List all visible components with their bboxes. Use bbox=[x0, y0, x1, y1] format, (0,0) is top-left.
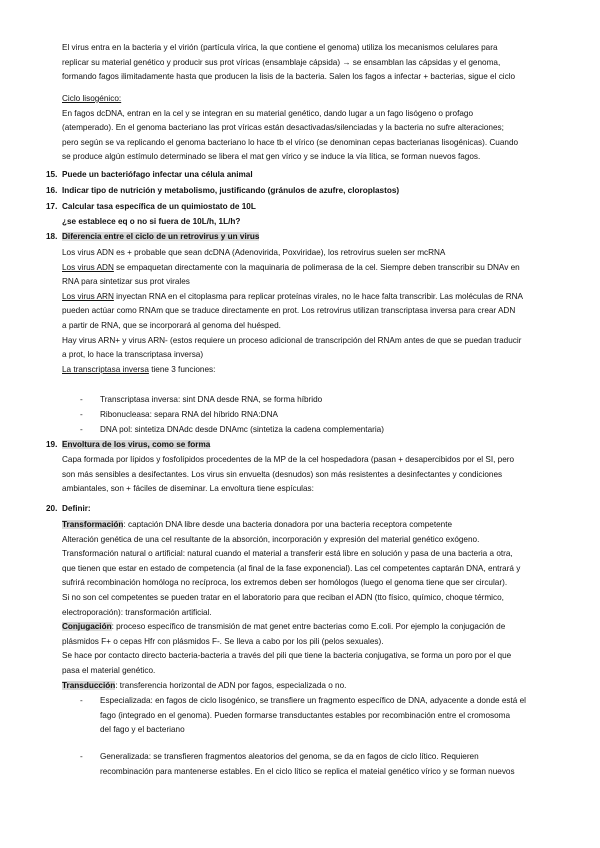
question-19 bbox=[46, 438, 578, 453]
text-line: RNA para sintetizar sus prot virales bbox=[62, 277, 190, 287]
question-18 bbox=[46, 230, 578, 245]
text-line: Hay virus ARN+ y virus ARN- (estos requiere un proceso adicional de transcripción del RNAm antes de que se puedan traducir bbox=[62, 335, 522, 345]
bullet-item: - Ribonucleasa: separa RNA del híbrido RNA:DNA bbox=[100, 408, 578, 423]
question-text: Envoltura de los virus, como se forma bbox=[62, 440, 211, 449]
question-text: ¿se establece eq o no si fuera de 10L/h, 1L/h? bbox=[62, 216, 241, 226]
lisogenico-section bbox=[62, 92, 578, 165]
term-conjugacion: Conjugación bbox=[62, 622, 112, 632]
text-line: (atemperado). En el genoma bacteriano las prot víricas están desactivadas/silenciadas y la bacteria no sufre alteraciones; bbox=[62, 123, 504, 133]
question-16 bbox=[46, 184, 578, 199]
question-number: 17. bbox=[46, 202, 58, 211]
text-line: del fago y el bacteriano bbox=[100, 725, 185, 735]
bullet-dash: - bbox=[80, 752, 83, 761]
text-line: que tienen que estar en estado de competencia (al final de la fase exponencial). Las cel competentes captarán DNA, entrará y bbox=[62, 563, 521, 573]
bullet-dash: - bbox=[80, 395, 83, 404]
text-line: En fagos dcDNA, entran en la cel y se integran en su material genético, dando lugar a un fago lisógeno o profago bbox=[62, 108, 474, 118]
bullet-especializada bbox=[80, 694, 578, 738]
term-transcriptasa: La transcriptasa inversa bbox=[62, 364, 149, 374]
definir-answer bbox=[62, 518, 578, 693]
intro-paragraph bbox=[62, 41, 578, 85]
bullet-dash: - bbox=[80, 425, 83, 434]
text-line: pasa el material genético. bbox=[62, 665, 156, 675]
text-line: Alteración genética de una cel resultante de la absorción, incorporación y expresión del material genético exógeno. bbox=[62, 534, 480, 544]
text-line: replicar su material genético y producir sus prot víricas (ensamblaje cápsida) → se ensamblan las cápsidas y el genoma, bbox=[62, 57, 501, 67]
question-number: 15. bbox=[46, 170, 58, 179]
question-17 bbox=[46, 200, 578, 229]
question-text: Indicar tipo de nutrición y metabolismo, justificando (gránulos de azufre, cloroplastos) bbox=[62, 186, 400, 195]
text-line: sufrirá recombinación homóloga no recíproca, los extremos deben ser homólogos (luego el genoma tiene que ser circular). bbox=[62, 578, 508, 588]
question-text: Diferencia entre el ciclo de un retrovirus y un virus bbox=[62, 232, 260, 241]
text-line: son más sensibles a desifectantes. Los virus sin envuelta (desnudos) son más resistentes a desinfectantes y condiciones bbox=[62, 469, 503, 479]
term-virus-adn: Los virus ADN bbox=[62, 262, 114, 272]
text-line: Capa formada por lípidos y fosfolípidos procedentes de la MP de la cel hospedadora (pasan + desapercibidos por el SI, pero bbox=[62, 455, 515, 464]
retrovirus-answer bbox=[62, 246, 578, 377]
text-line: a partir de RNA, que se incorporará al genoma del huésped. bbox=[62, 320, 281, 330]
text-line: formando fagos ilimitadamente hasta que producen la lisis de la bacteria. Salen los fagos a infectar + bacterias, sigue el ciclo bbox=[62, 72, 516, 82]
text-line: pero según se va replicando el genoma bacteriano lo hace tb el vírico (se denominan cepas bacterianas lisogénicas). Cuando bbox=[62, 137, 519, 147]
text-line: : captación DNA libre desde una bacteria donadora por una bacteria receptora competente bbox=[123, 520, 453, 529]
bullet-generalizada bbox=[80, 750, 578, 779]
text-line: Especializada: en fagos de ciclo lisogénico, se transfiere un fragmento específico de DNA, adyacente a donde está el bbox=[100, 696, 527, 705]
question-text: Calcular tasa específica de un quimiostato de 10L bbox=[62, 202, 256, 211]
term-transduccion: Transducción bbox=[62, 680, 116, 690]
question-number: 18. bbox=[46, 232, 58, 241]
envoltura-answer bbox=[62, 453, 578, 497]
text-line: Transformación natural o artificial: natural cuando el material a transferir está libre en solución y pasa de una bacteria a otra, bbox=[62, 549, 513, 559]
text-line: inyectan RNA en el citoplasma para replicar proteínas virales, no le hace falta transcribir. Las moléculas de RNA bbox=[113, 291, 523, 301]
text-line: ambiantales, son + fáciles de diseminar. La envoltura tiene espículas: bbox=[62, 484, 314, 494]
bullet-item: - Transcriptasa inversa: sint DNA desde RNA, se forma híbrido bbox=[100, 393, 578, 408]
term-virus-arn: Los virus ARN bbox=[62, 291, 114, 301]
text-line: plásmidos F+ o cepas Hfr con plásmidos F-. Se lleva a cabo por los pili (pelos sexuales). bbox=[62, 636, 384, 646]
text-line: pueden actúar como RNAm que se traduce directamente en prot. Los retrovirus utilizan transcriptasa inversa para crear ADN bbox=[62, 306, 516, 316]
text-line: electroporación): transformación artificial. bbox=[62, 607, 212, 617]
question-number: 16. bbox=[46, 186, 58, 195]
text-line: Generalizada: se transfieren fragmentos aleatorios del genoma, se da en fagos de ciclo lítico. Requieren bbox=[100, 752, 479, 761]
text-line: se empaquetan directamente con la maquinaria de polimerasa de la cel. Siempre deben transcribir su DNAv en bbox=[113, 262, 520, 272]
text-line: se produce algún estímulo determinado se libera el mat gen vírico y se induce la vía lítica, se forman nuevos fagos. bbox=[62, 152, 481, 162]
question-number: 20. bbox=[46, 504, 58, 513]
text-line: Si no son cel competentes se pueden tratar en el laboratorio para que reciban el ADN (tto físico, químico, choque térmico, bbox=[62, 592, 504, 602]
question-15 bbox=[46, 168, 578, 183]
text-line: Los virus ADN es + probable que sean dcDNA (Adenovirida, Poxviridae), los retrovirus suelen ser mcRNA bbox=[62, 248, 446, 257]
text-line: a prot, lo hace la transcriptasa inversa) bbox=[62, 350, 204, 360]
text-line: El virus entra en la bacteria y el virión (partícula vírica, la que contiene el genoma) utiliza los mecanismos celulares para bbox=[62, 43, 498, 52]
question-text: Puede un bacteriófago infectar una célula animal bbox=[62, 170, 253, 179]
bullet-dash: - bbox=[80, 410, 83, 419]
question-20 bbox=[46, 502, 578, 517]
section-heading: Ciclo lisogénico: bbox=[62, 94, 122, 103]
text-line: : proceso específico de transmisión de mat genet entre bacterias como E.coli. Por ejemplo la conjugación de bbox=[111, 622, 506, 632]
question-number: 19. bbox=[46, 440, 58, 449]
question-text: Definir: bbox=[62, 504, 91, 513]
text-line: Se hace por contacto directo bacteria-bacteria a través del pili que tiene la bacteria conjugativa, se forma un poro por el que bbox=[62, 651, 512, 661]
bullet-dash: - bbox=[80, 696, 83, 705]
text-line: recombinación para mantenerse estables. En el ciclo lítico se replica el mateial genético vírico y se forman nuevos bbox=[100, 766, 515, 776]
text-line: tiene 3 funciones: bbox=[148, 364, 216, 374]
term-transformacion: Transformación bbox=[62, 520, 124, 529]
text-line: : transferencia horizontal de ADN por fagos, especializada o no. bbox=[115, 680, 347, 690]
text-line: fago (integrado en el genoma). Pueden formarse transductantes estables por recombinación entre el cromosoma bbox=[100, 710, 511, 720]
bullet-item: - DNA pol: sintetiza DNAdc desde DNAmc (sintetiza la cadena complementaria) bbox=[100, 423, 578, 438]
